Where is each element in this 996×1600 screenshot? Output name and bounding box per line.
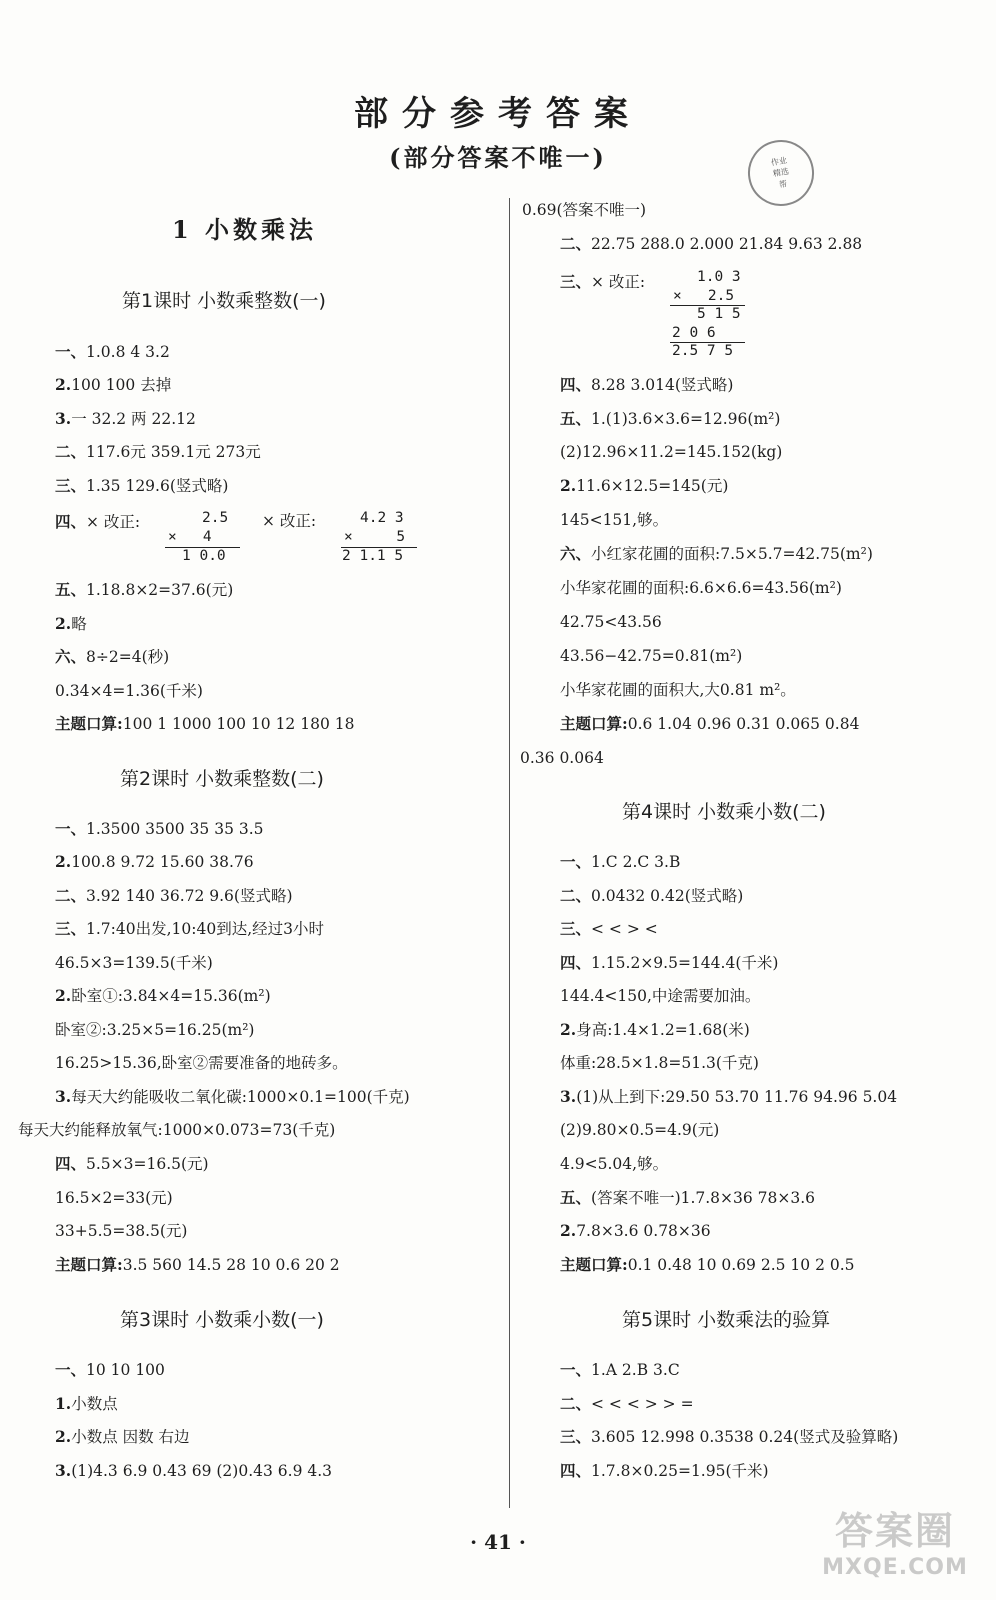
item-prefix: 二、 bbox=[55, 886, 87, 905]
lesson-title: 第4课时 小数乘小数(二) bbox=[622, 801, 826, 823]
item-prefix: 二、 bbox=[560, 886, 592, 905]
stamp-line: 作业 bbox=[770, 156, 788, 168]
answer-line bbox=[55, 988, 271, 1005]
item-text: 1.3500 3500 35 35 3.5 bbox=[86, 820, 264, 838]
item-text: 1.A 2.B 3.C bbox=[591, 1361, 680, 1379]
page-subtitle: (部分答案不唯一) bbox=[389, 143, 607, 172]
item-text: 10 10 100 bbox=[86, 1361, 165, 1379]
item-text: 一 32.2 两 22.12 bbox=[71, 410, 196, 428]
item-prefix: 三、 bbox=[560, 272, 592, 291]
item-prefix: 二、 bbox=[55, 442, 87, 461]
item-text: 1.0.8 4 3.2 bbox=[86, 343, 170, 361]
item-text: 145<151,够。 bbox=[560, 511, 669, 529]
item-text: 身高:1.4×1.2=1.68(米) bbox=[576, 1021, 750, 1039]
item-text: 1.7:40出发,10:40到达,经过3小时 bbox=[86, 920, 324, 938]
answer-line bbox=[560, 955, 778, 972]
answer-line bbox=[560, 1223, 711, 1240]
answer-line bbox=[55, 1463, 332, 1480]
item-prefix: 主题口算: bbox=[55, 1255, 123, 1274]
item-prefix: 四、 bbox=[560, 953, 592, 972]
item-prefix: 四、 bbox=[560, 375, 592, 394]
item-text: 卧室②:3.25×5=16.25(m²) bbox=[55, 1021, 255, 1039]
item-prefix: 一、 bbox=[55, 1360, 87, 1379]
item-prefix: 五、 bbox=[55, 580, 87, 599]
answer-line bbox=[560, 988, 760, 1005]
lesson-title: 第5课时 小数乘法的验算 bbox=[622, 1309, 831, 1331]
item-text: 1.15.2×9.5=144.4(千米) bbox=[591, 954, 779, 972]
answer-line bbox=[55, 1223, 187, 1240]
item-prefix: 四、 bbox=[560, 1461, 592, 1480]
item-prefix: 3. bbox=[560, 1087, 577, 1106]
answer-line bbox=[55, 821, 264, 838]
item-text: × 改正: bbox=[262, 512, 317, 530]
item-text: 33+5.5=38.5(元) bbox=[55, 1222, 188, 1240]
answer-line bbox=[560, 1089, 897, 1106]
answer-line bbox=[560, 648, 742, 665]
vertical-calc-row: 4.2 3 bbox=[360, 510, 404, 526]
answer-line bbox=[560, 716, 859, 733]
item-text: 117.6元 359.1元 273元 bbox=[86, 443, 261, 461]
answer-line bbox=[55, 616, 87, 633]
item-text: 8÷2=4(秒) bbox=[86, 648, 170, 666]
item-text: (答案不唯一)1.7.8×36 78×3.6 bbox=[591, 1189, 816, 1207]
item-text: (1)从上到下:29.50 53.70 11.76 94.96 5.04 bbox=[576, 1088, 898, 1106]
answer-line bbox=[522, 202, 646, 219]
item-text: 小数点 bbox=[71, 1395, 118, 1413]
vertical-calc-row: 2 0 6 bbox=[672, 325, 716, 341]
item-text: 每天大约能吸收二氧化碳:1000×0.1=100(千克) bbox=[71, 1088, 410, 1106]
item-prefix: 3. bbox=[55, 409, 72, 428]
item-prefix: 3. bbox=[55, 1461, 72, 1480]
item-prefix: 三、 bbox=[55, 919, 87, 938]
vertical-calc-row: 1 0.0 bbox=[182, 548, 226, 564]
item-text: 体重:28.5×1.8=51.3(千克) bbox=[560, 1054, 759, 1072]
answer-line bbox=[55, 478, 228, 495]
item-text: 7.8×3.6 0.78×36 bbox=[576, 1222, 711, 1240]
column-divider bbox=[509, 198, 510, 1508]
answer-line bbox=[560, 1022, 750, 1039]
item-text: 8.28 3.014(竖式略) bbox=[591, 376, 734, 394]
item-prefix: 2. bbox=[560, 476, 577, 495]
answer-line bbox=[560, 580, 842, 597]
item-text: 3.5 560 14.5 28 10 0.6 20 2 bbox=[122, 1256, 340, 1274]
answer-line bbox=[55, 514, 140, 531]
answer-line bbox=[560, 854, 680, 871]
item-text: 1.C 2.C 3.B bbox=[591, 853, 681, 871]
item-prefix: 三、 bbox=[560, 919, 592, 938]
item-text: 100 100 去掉 bbox=[71, 376, 172, 394]
item-text: 小红家花圃的面积:7.5×5.7=42.75(m²) bbox=[591, 545, 873, 563]
item-text: 每天大约能释放氧气:1000×0.073=73(千克) bbox=[18, 1121, 336, 1139]
item-text: 1.35 129.6(竖式略) bbox=[86, 477, 229, 495]
item-text: 0.36 0.064 bbox=[520, 749, 604, 767]
answer-line bbox=[560, 888, 743, 905]
item-text: 0.34×4=1.36(千米) bbox=[55, 682, 203, 700]
item-text: 卧室①:3.84×4=15.36(m²) bbox=[71, 987, 271, 1005]
item-text: 46.5×3=139.5(千米) bbox=[55, 954, 213, 972]
stamp-line: 帮 bbox=[778, 178, 788, 190]
answer-line bbox=[55, 1429, 190, 1446]
answer-line bbox=[560, 1257, 855, 1274]
item-text: < < > < bbox=[591, 920, 658, 938]
item-prefix: 2. bbox=[560, 1221, 577, 1240]
item-text: 1.18.8×2=37.6(元) bbox=[86, 581, 234, 599]
item-prefix: 2. bbox=[560, 1020, 577, 1039]
answer-line bbox=[560, 921, 658, 938]
item-text: 0.69(答案不唯一) bbox=[522, 201, 647, 219]
answer-line bbox=[560, 682, 796, 699]
stamp-line: 精选 bbox=[772, 167, 790, 179]
item-prefix: 三、 bbox=[560, 1427, 592, 1446]
answer-line bbox=[560, 1190, 815, 1207]
answer-line bbox=[55, 921, 324, 938]
item-text: 1.7.8×0.25=1.95(千米) bbox=[591, 1462, 769, 1480]
answer-line bbox=[55, 444, 261, 461]
answer-line bbox=[55, 411, 196, 428]
answer-line bbox=[262, 514, 316, 530]
item-text: × 改正: bbox=[591, 273, 646, 291]
answer-line bbox=[560, 1156, 668, 1173]
answer-line bbox=[560, 444, 782, 461]
answer-line bbox=[18, 1122, 335, 1139]
answer-line bbox=[560, 1396, 694, 1413]
vertical-calc-row: × 4 bbox=[168, 529, 212, 545]
item-text: 100 1 1000 100 10 12 180 18 bbox=[122, 715, 355, 733]
answer-line bbox=[560, 377, 733, 394]
vertical-calc-row: × 5 bbox=[344, 529, 406, 545]
item-prefix: 一、 bbox=[55, 819, 87, 838]
item-prefix: 2. bbox=[55, 852, 72, 871]
answer-line bbox=[55, 716, 354, 733]
item-prefix: 四、 bbox=[55, 512, 87, 531]
item-text: 1.(1)3.6×3.6=12.96(m²) bbox=[591, 410, 781, 428]
item-prefix: 一、 bbox=[55, 342, 87, 361]
answer-line bbox=[560, 478, 728, 495]
answer-line bbox=[55, 1362, 165, 1379]
answer-line bbox=[560, 546, 873, 563]
vertical-calc-row: × 2.5 bbox=[673, 288, 735, 304]
item-text: 略 bbox=[71, 615, 87, 633]
item-prefix: 五、 bbox=[560, 1188, 592, 1207]
lesson-title: 第2课时 小数乘整数(二) bbox=[120, 768, 324, 790]
item-text: 144.4<150,中途需要加油。 bbox=[560, 987, 761, 1005]
answer-line bbox=[560, 614, 662, 631]
item-text: < < < > > = bbox=[591, 1395, 694, 1413]
item-prefix: 一、 bbox=[560, 852, 592, 871]
answer-line bbox=[55, 1156, 209, 1173]
answer-line bbox=[560, 411, 780, 428]
answer-line bbox=[55, 377, 171, 394]
item-text: 16.5×2=33(元) bbox=[55, 1189, 173, 1207]
answer-line bbox=[560, 274, 645, 291]
vertical-calc-row: 2.5 7 5 bbox=[672, 343, 734, 359]
item-text: 22.75 288.0 2.000 21.84 9.63 2.88 bbox=[591, 235, 863, 253]
item-prefix: 四、 bbox=[55, 1154, 87, 1173]
answer-line bbox=[55, 649, 169, 666]
answer-line bbox=[55, 854, 254, 871]
item-text: (2)9.80×0.5=4.9(元) bbox=[560, 1121, 720, 1139]
item-prefix: 主题口算: bbox=[55, 714, 123, 733]
item-prefix: 2. bbox=[55, 986, 72, 1005]
vertical-calc-row: 5 1 5 bbox=[697, 306, 741, 322]
answer-line bbox=[55, 683, 203, 700]
item-text: 5.5×3=16.5(元) bbox=[86, 1155, 209, 1173]
item-prefix: 1. bbox=[55, 1394, 72, 1413]
logo-url: MXQE.COM bbox=[822, 1555, 968, 1580]
item-prefix: 一、 bbox=[560, 1360, 592, 1379]
answer-line bbox=[55, 582, 233, 599]
answer-line bbox=[520, 750, 604, 767]
item-text: 16.25>15.36,卧室②需要准备的地砖多。 bbox=[55, 1054, 348, 1072]
item-text: 小华家花圃的面积:6.6×6.6=43.56(m²) bbox=[560, 579, 842, 597]
answer-line bbox=[560, 236, 862, 253]
item-text: 11.6×12.5=145(元) bbox=[576, 477, 729, 495]
item-text: (2)12.96×11.2=145.152(kg) bbox=[560, 443, 783, 461]
item-prefix: 3. bbox=[55, 1087, 72, 1106]
answer-line bbox=[55, 1022, 254, 1039]
answer-line bbox=[560, 1463, 769, 1480]
item-text: 0.0432 0.42(竖式略) bbox=[591, 887, 744, 905]
item-prefix: 主题口算: bbox=[560, 714, 628, 733]
lesson-title: 第1课时 小数乘整数(一) bbox=[122, 290, 326, 312]
item-prefix: 六、 bbox=[560, 544, 592, 563]
answer-line bbox=[55, 1396, 118, 1413]
item-prefix: 主题口算: bbox=[560, 1255, 628, 1274]
item-text: 小数点 因数 右边 bbox=[71, 1428, 190, 1446]
answer-line bbox=[560, 1122, 719, 1139]
item-text: 小华家花圃的面积大,大0.81 m²。 bbox=[560, 681, 796, 699]
item-text: 100.8 9.72 15.60 38.76 bbox=[71, 853, 254, 871]
item-text: 0.1 0.48 10 0.69 2.5 10 2 0.5 bbox=[627, 1256, 855, 1274]
answer-line bbox=[55, 1089, 410, 1106]
item-text: 0.6 1.04 0.96 0.31 0.065 0.84 bbox=[627, 715, 860, 733]
vertical-calc-row: 1.0 3 bbox=[697, 269, 741, 285]
item-prefix: 五、 bbox=[560, 409, 592, 428]
answer-line bbox=[55, 1055, 348, 1072]
answer-line bbox=[55, 955, 213, 972]
item-text: × 改正: bbox=[86, 513, 141, 531]
item-prefix: 二、 bbox=[560, 1394, 592, 1413]
page-number: · 41 · bbox=[470, 1530, 526, 1554]
item-prefix: 2. bbox=[55, 614, 72, 633]
item-prefix: 三、 bbox=[55, 476, 87, 495]
answer-line bbox=[55, 888, 293, 905]
item-prefix: 六、 bbox=[55, 647, 87, 666]
item-text: 43.56−42.75=0.81(m²) bbox=[560, 647, 743, 665]
item-prefix: 2. bbox=[55, 375, 72, 394]
watermark-logo bbox=[820, 1500, 970, 1590]
item-prefix: 二、 bbox=[560, 234, 592, 253]
item-text: (1)4.3 6.9 0.43 69 (2)0.43 6.9 4.3 bbox=[71, 1462, 333, 1480]
item-text: 3.92 140 36.72 9.6(竖式略) bbox=[86, 887, 293, 905]
answer-line bbox=[55, 1257, 340, 1274]
answer-line bbox=[560, 1362, 680, 1379]
page-title: 部分参考答案 bbox=[354, 94, 642, 134]
vertical-calc-row: 2 1.1 5 bbox=[342, 548, 404, 564]
answer-line bbox=[55, 1190, 173, 1207]
answer-line bbox=[560, 1429, 898, 1446]
vertical-calc-row: 2.5 bbox=[202, 510, 229, 526]
answer-line bbox=[560, 512, 668, 529]
lesson-title: 第3课时 小数乘小数(一) bbox=[120, 1309, 324, 1331]
chapter-title: 1 小数乘法 bbox=[172, 215, 318, 244]
answer-line bbox=[560, 1055, 759, 1072]
logo-text: 答案圈 bbox=[834, 1509, 955, 1553]
item-text: 3.605 12.998 0.3538 0.24(竖式及验算略) bbox=[591, 1428, 899, 1446]
answer-line bbox=[55, 344, 170, 361]
item-text: 42.75<43.56 bbox=[560, 613, 662, 631]
item-text: 4.9<5.04,够。 bbox=[560, 1155, 669, 1173]
item-prefix: 2. bbox=[55, 1427, 72, 1446]
